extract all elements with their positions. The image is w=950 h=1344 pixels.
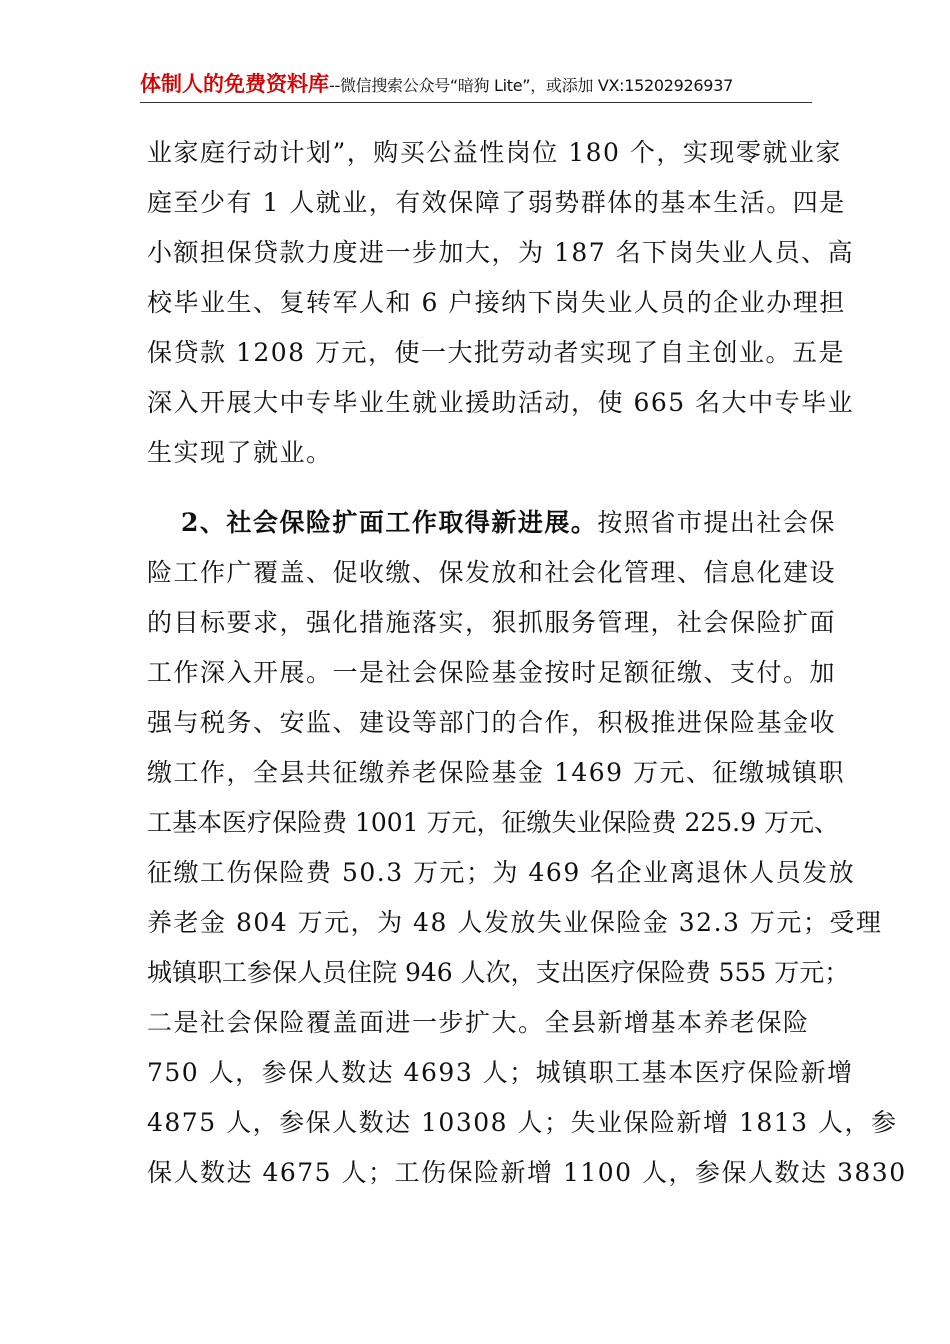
header-subtitle: --微信搜索公众号“暗狗 Lite”，或添加 VX:15202926937 [329,76,733,95]
text-line: 的目标要求，强化措施落实，狠抓服务管理，社会保险扩面 [147,608,837,637]
paragraph-2 [147,498,907,1198]
text-line: 750 人，参保人数达 4693 人；城镇职工基本医疗保险新增 [147,1058,854,1087]
text-line-first [147,498,836,548]
text-line: 险工作广覆盖、促收缴、保发放和社会化管理、信息化建设 [147,558,837,587]
text-line: 二是社会保险覆盖面进一步扩大。全县新增基本养老保险 [147,1008,810,1037]
text-line: 征缴工伤保险费 50.3 万元；为 469 名企业离退休人员发放 [147,858,856,887]
header-brand: 体制人的免费资料库 [140,72,329,96]
text-line: 缴工作，全县共征缴养老保险基金 1469 万元、征缴城镇职 [147,758,846,787]
text-line: 养老金 804 万元，为 48 人发放失业保险金 32.3 万元；受理 [147,908,883,937]
text-line: 保贷款 1208 万元，使一大批劳动者实现了自主创业。五是 [147,338,846,367]
text-line: 深入开展大中专毕业生就业援助活动，使 665 名大中专毕业 [147,388,855,417]
text-line: 生实现了就业。 [147,438,333,467]
text-line: 校毕业生、复转军人和 6 户接纳下岗失业人员的企业办理担 [147,288,846,317]
text-line: 庭至少有 1 人就业，有效保障了弱势群体的基本生活。四是 [147,188,846,217]
text-line: 保人数达 4675 人；工伤保险新增 1100 人，参保人数达 3830 [147,1158,907,1187]
text-line: 城镇职工参保人员住院 946 人次，支出医疗保险费 555 万元； [147,958,850,987]
page-header [140,68,812,103]
text-line: 业家庭行动计划”，购买公益性岗位 180 个，实现零就业家 [147,138,842,167]
section-heading: 2、社会保险扩面工作取得新进展。 [181,508,598,537]
heading-line-rest: 按照省市提出社会保 [597,508,836,537]
text-line: 强与税务、安监、建设等部门的合作，积极推进保险基金收 [147,708,837,737]
text-line: 4875 人，参保人数达 10308 人；失业保险新增 1813 人，参 [147,1108,898,1137]
text-line: 工作深入开展。一是社会保险基金按时足额征缴、支付。加 [147,658,837,687]
text-line: 工基本医疗保险费 1001 万元，征缴失业保险费 225.9 万元、 [147,808,839,837]
paragraph-1 [147,128,855,478]
text-line: 小额担保贷款力度进一步加大，为 187 名下岗失业人员、高 [147,238,855,267]
document-body [147,128,907,1198]
